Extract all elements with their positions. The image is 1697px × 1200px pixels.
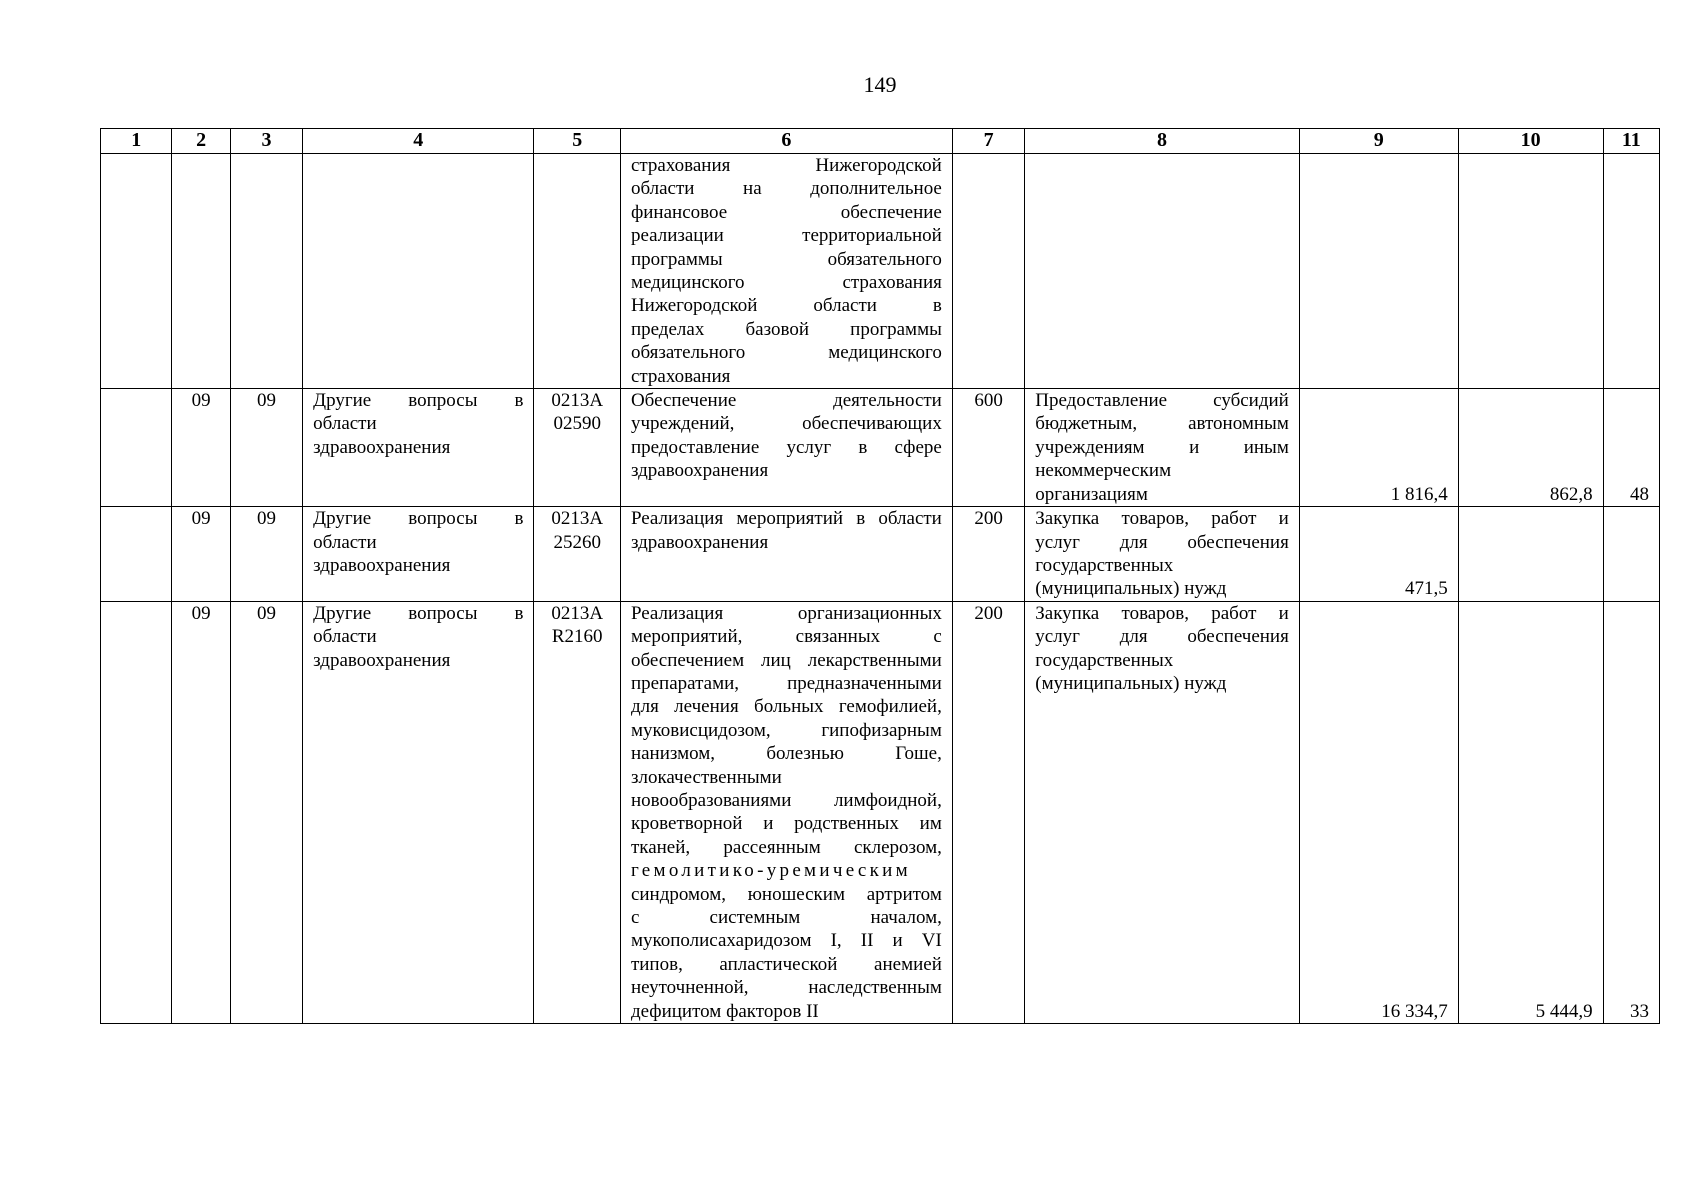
table-header-row (101, 129, 1660, 154)
cell-col9: 16 334,7 (1299, 601, 1458, 1023)
cell-text-line: страхования Нижегородской (630, 155, 942, 176)
cell-col5 (534, 507, 620, 602)
cell-text-line: Закупка товаров, работ и (1035, 508, 1289, 530)
cell-text-line: типов, апластической анемией (630, 953, 942, 975)
cell-col9: 1 816,4 (1299, 389, 1458, 507)
column-header: 2 (172, 129, 230, 154)
cell-text-line: услуг для обеспечения (1035, 531, 1289, 553)
cell-text-line: некоммерческим (1035, 460, 1172, 482)
cell-col5 (534, 601, 620, 1023)
cell-col4 (303, 389, 534, 507)
cell-text-line: области (313, 531, 377, 553)
table-row (101, 154, 1660, 389)
cell-col11 (1603, 154, 1659, 389)
cell-text-line: организациям (1035, 483, 1148, 505)
cell-text-line: для лечения больных гемофилией, (630, 696, 942, 718)
cell-col6 (620, 389, 952, 507)
column-header: 1 (101, 129, 172, 154)
cell-text-line: 0213А (551, 390, 604, 412)
column-header: 6 (620, 129, 952, 154)
cell-col6 (620, 601, 952, 1023)
cell-text-line: препаратами, предназначенными (630, 672, 942, 694)
cell-text-line: 25260 (553, 531, 601, 553)
cell-col11 (1603, 507, 1659, 602)
cell-col10: 862,8 (1458, 389, 1603, 507)
cell-text-line: финансовое обеспечение (630, 201, 942, 223)
cell-text-line: 02590 (553, 413, 601, 435)
cell-text-line: (муниципальных) нужд (1035, 578, 1227, 600)
cell-text-line: области (313, 413, 377, 435)
cell-text-line: мукополисахаридозом I, II и VI (630, 930, 942, 952)
cell-col8 (1025, 154, 1300, 389)
cell-text-line: Нижегородской области в (630, 295, 942, 317)
cell-text-line: бюджетным, автономным (1035, 413, 1289, 435)
cell-col8 (1025, 601, 1300, 1023)
cell-text-line: мероприятий, связанных с (630, 626, 942, 648)
cell-text-line: Реализация организационных (630, 602, 942, 624)
budget-table (100, 128, 1660, 1024)
cell-col8 (1025, 389, 1300, 507)
cell-col4 (303, 154, 534, 389)
table-row (101, 389, 1660, 507)
cell-text-line: здравоохранения (313, 436, 451, 458)
column-header: 4 (303, 129, 534, 154)
cell-col6 (620, 507, 952, 602)
cell-text-line: Обеспечение деятельности (630, 390, 942, 412)
cell-text-line: области на дополнительное (630, 178, 942, 200)
cell-col7: 200 (952, 507, 1024, 602)
cell-text-line: услуг для обеспечения (1035, 626, 1289, 648)
cell-text-line: R2160 (551, 626, 603, 648)
cell-text-line: пределах базовой программы (630, 318, 942, 340)
table-body (101, 154, 1660, 1024)
cell-col10 (1458, 507, 1603, 602)
cell-col1 (101, 507, 172, 602)
cell-col2 (172, 154, 230, 389)
cell-text-line: Другие вопросы в (313, 390, 524, 412)
cell-text-line: программы обязательного (630, 248, 942, 270)
cell-col6 (620, 154, 952, 389)
cell-text-line: предоставление услуг в сфере (630, 436, 942, 458)
cell-col1 (101, 154, 172, 389)
cell-text-line: злокачественными (630, 766, 782, 788)
cell-col9: 471,5 (1299, 507, 1458, 602)
cell-text-line: Другие вопросы в (313, 602, 524, 624)
column-header: 7 (952, 129, 1024, 154)
cell-text-line: с системным началом, (630, 907, 942, 928)
page-number: 149 (863, 72, 897, 97)
cell-col2: 09 (172, 601, 230, 1023)
cell-col3 (230, 154, 302, 389)
cell-text-line: Другие вопросы в (313, 508, 524, 530)
column-header: 11 (1603, 129, 1659, 154)
cell-col3: 09 (230, 601, 302, 1023)
cell-text-line: тканей, рассеянным склерозом, (630, 836, 942, 858)
cell-col4 (303, 507, 534, 602)
cell-text-line: государственных (1035, 649, 1174, 671)
cell-col10: 5 444,9 (1458, 601, 1603, 1023)
cell-col4 (303, 601, 534, 1023)
cell-text-line: неуточненной, наследственным (630, 977, 942, 999)
cell-text-line: кроветворной и родственных им (630, 813, 942, 835)
cell-text-line: Предоставление субсидий (1035, 390, 1289, 412)
cell-text-line: обязательного медицинского (630, 342, 942, 364)
cell-text-line: дефицитом факторов II (630, 1000, 819, 1022)
cell-text-line: Закупка товаров, работ и (1035, 602, 1289, 624)
cell-text-line: здравоохранения (313, 554, 451, 576)
cell-col5 (534, 389, 620, 507)
cell-text-line: государственных (1035, 554, 1174, 576)
cell-col11: 33 (1603, 601, 1659, 1023)
cell-col2: 09 (172, 507, 230, 602)
cell-col3: 09 (230, 507, 302, 602)
table-row (101, 601, 1660, 1023)
cell-col8 (1025, 507, 1300, 602)
cell-text-line: муковисцидозом, гипофизарным (630, 719, 942, 741)
column-header: 3 (230, 129, 302, 154)
cell-text-line: здравоохранения (630, 531, 769, 553)
cell-text-line: 0213А (551, 508, 604, 530)
column-header: 9 (1299, 129, 1458, 154)
cell-text-line: обеспечением лиц лекарственными (630, 649, 942, 671)
cell-col9 (1299, 154, 1458, 389)
cell-text-line: области (313, 626, 377, 648)
cell-text-line: 0213А (551, 602, 604, 624)
cell-text-line: реализации территориальной (630, 225, 942, 247)
cell-col10 (1458, 154, 1603, 389)
cell-text-line: гемолитико-уремическим (630, 860, 911, 882)
cell-text-line: страхования (630, 365, 731, 387)
column-header: 8 (1025, 129, 1300, 154)
cell-text-line: синдромом, юношеским артритом (630, 883, 942, 905)
cell-text-line: Реализация мероприятий в области (630, 508, 942, 530)
cell-col11: 48 (1603, 389, 1659, 507)
cell-text-line: учреждениям и иным (1035, 436, 1289, 458)
cell-col3: 09 (230, 389, 302, 507)
cell-col7 (952, 154, 1024, 389)
cell-text-line: новообразованиями лимфоидной, (630, 789, 942, 811)
cell-col7: 600 (952, 389, 1024, 507)
cell-text-line: медицинского страхования (630, 272, 942, 294)
cell-text-line: здравоохранения (313, 649, 451, 671)
cell-text-line: нанизмом, болезнью Гоше, (630, 743, 942, 765)
column-header: 5 (534, 129, 620, 154)
cell-col1 (101, 389, 172, 507)
table-row (101, 507, 1660, 602)
cell-col5 (534, 154, 620, 389)
cell-col1 (101, 601, 172, 1023)
cell-text-line: здравоохранения (630, 460, 769, 482)
cell-col7: 200 (952, 601, 1024, 1023)
cell-col2: 09 (172, 389, 230, 507)
column-header: 10 (1458, 129, 1603, 154)
cell-text-line: учреждений, обеспечивающих (630, 413, 942, 435)
cell-text-line: (муниципальных) нужд (1035, 672, 1227, 694)
